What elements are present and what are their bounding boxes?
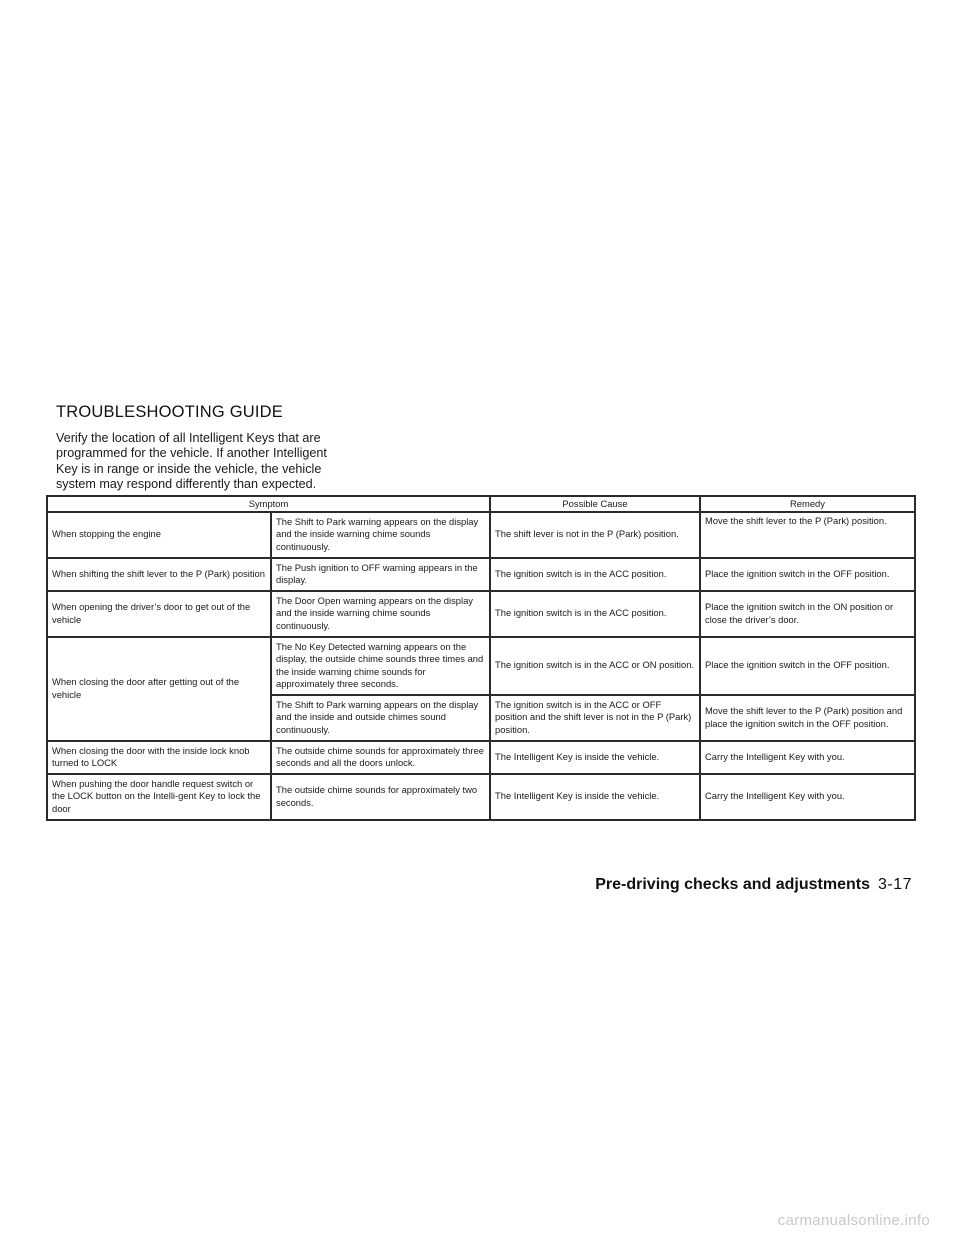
page-footer xyxy=(595,876,912,894)
cause-cell: The ignition switch is in the ACC or OFF position and the shift lever is not in the P (Park) position. xyxy=(490,695,700,741)
remedy-cell: Carry the Intelligent Key with you. xyxy=(700,774,915,820)
symptom-cell: When shifting the shift lever to the P (Park) position xyxy=(47,558,271,591)
symptom-cell: When closing the door after getting out of the vehicle xyxy=(47,637,271,741)
remedy-cell: Place the ignition switch in the OFF position. xyxy=(700,637,915,695)
symptom-cell: When opening the driver’s door to get out of the vehicle xyxy=(47,591,271,637)
condition-cell: The No Key Detected warning appears on the display, the outside chime sounds three times and the inside warning chime sounds for approximately three seconds. xyxy=(271,637,490,695)
remedy-cell: Place the ignition switch in the OFF position. xyxy=(700,558,915,591)
cause-cell: The ignition switch is in the ACC position. xyxy=(490,591,700,637)
condition-cell: The Door Open warning appears on the display and the inside warning chime sounds continuously. xyxy=(271,591,490,637)
footer-section-title: Pre-driving checks and adjustments xyxy=(595,876,870,893)
cause-cell: The ignition switch is in the ACC or ON position. xyxy=(490,637,700,695)
section-heading: TROUBLESHOOTING GUIDE xyxy=(56,403,283,421)
cause-cell: The shift lever is not in the P (Park) position. xyxy=(490,512,700,558)
column-header-possible-cause: Possible Cause xyxy=(490,496,700,512)
intro-paragraph: Verify the location of all Intelligent Keys that are programmed for the vehicle. If another Intelligent Key is in range or inside the vehicle, the vehicle system may respond differently than expected. xyxy=(56,431,327,492)
condition-cell: The Shift to Park warning appears on the display and the inside warning chime sounds continuously. xyxy=(271,512,490,558)
condition-cell: The outside chime sounds for approximately two seconds. xyxy=(271,774,490,820)
condition-cell: The Shift to Park warning appears on the display and the inside and outside chimes sound continuously. xyxy=(271,695,490,741)
column-header-symptom: Symptom xyxy=(47,496,490,512)
cause-cell: The Intelligent Key is inside the vehicle. xyxy=(490,774,700,820)
column-header-remedy: Remedy xyxy=(700,496,915,512)
symptom-cell: When pushing the door handle request switch or the LOCK button on the Intelli-gent Key to lock the door xyxy=(47,774,271,820)
remedy-cell: Carry the Intelligent Key with you. xyxy=(700,741,915,774)
table-row xyxy=(47,774,915,820)
condition-cell: The Push ignition to OFF warning appears in the display. xyxy=(271,558,490,591)
table-row xyxy=(47,512,915,558)
symptom-cell: When stopping the engine xyxy=(47,512,271,558)
condition-cell: The outside chime sounds for approximately three seconds and all the doors unlock. xyxy=(271,741,490,774)
remedy-cell: Move the shift lever to the P (Park) position and place the ignition switch in the OFF position. xyxy=(700,695,915,741)
symptom-cell: When closing the door with the inside lock knob turned to LOCK xyxy=(47,741,271,774)
cause-cell: The ignition switch is in the ACC position. xyxy=(490,558,700,591)
watermark: carmanualsonline.info xyxy=(777,1212,930,1229)
table-row xyxy=(47,741,915,774)
remedy-cell: Move the shift lever to the P (Park) position. xyxy=(700,512,915,558)
table-header-row xyxy=(47,496,915,512)
page-number: 3-17 xyxy=(877,876,912,893)
cause-cell: The Intelligent Key is inside the vehicle. xyxy=(490,741,700,774)
table-row xyxy=(47,558,915,591)
table-row xyxy=(47,637,915,695)
table-row xyxy=(47,591,915,637)
troubleshooting-table xyxy=(46,495,916,821)
remedy-cell: Place the ignition switch in the ON position or close the driver’s door. xyxy=(700,591,915,637)
